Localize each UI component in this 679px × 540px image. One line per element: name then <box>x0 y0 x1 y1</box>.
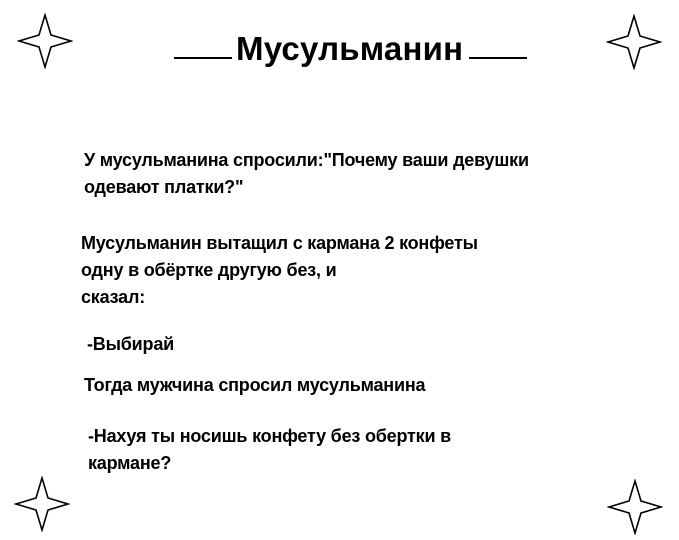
bottom-left-star-icon <box>14 476 70 532</box>
title-divider-right <box>469 57 527 59</box>
response-intro-line: Тогда мужчина спросил мусульманина <box>84 375 426 395</box>
bottom-right-star-icon <box>607 479 663 535</box>
title-divider-left <box>174 57 232 59</box>
choose-line: -Выбирай <box>87 334 175 354</box>
punchline-paragraph: -Нахуя ты носишь конфету без обертки в кармане? <box>88 426 451 473</box>
action-paragraph: Мусульманин вытащил с кармана 2 конфеты одну в обёртке другую без, и сказал: <box>81 233 478 307</box>
title-block <box>0 26 679 76</box>
question-paragraph: У мусульманина спросили:"Почему ваши девушки одевают платки?" <box>84 150 529 197</box>
page-title: Мусульманин <box>236 30 464 67</box>
